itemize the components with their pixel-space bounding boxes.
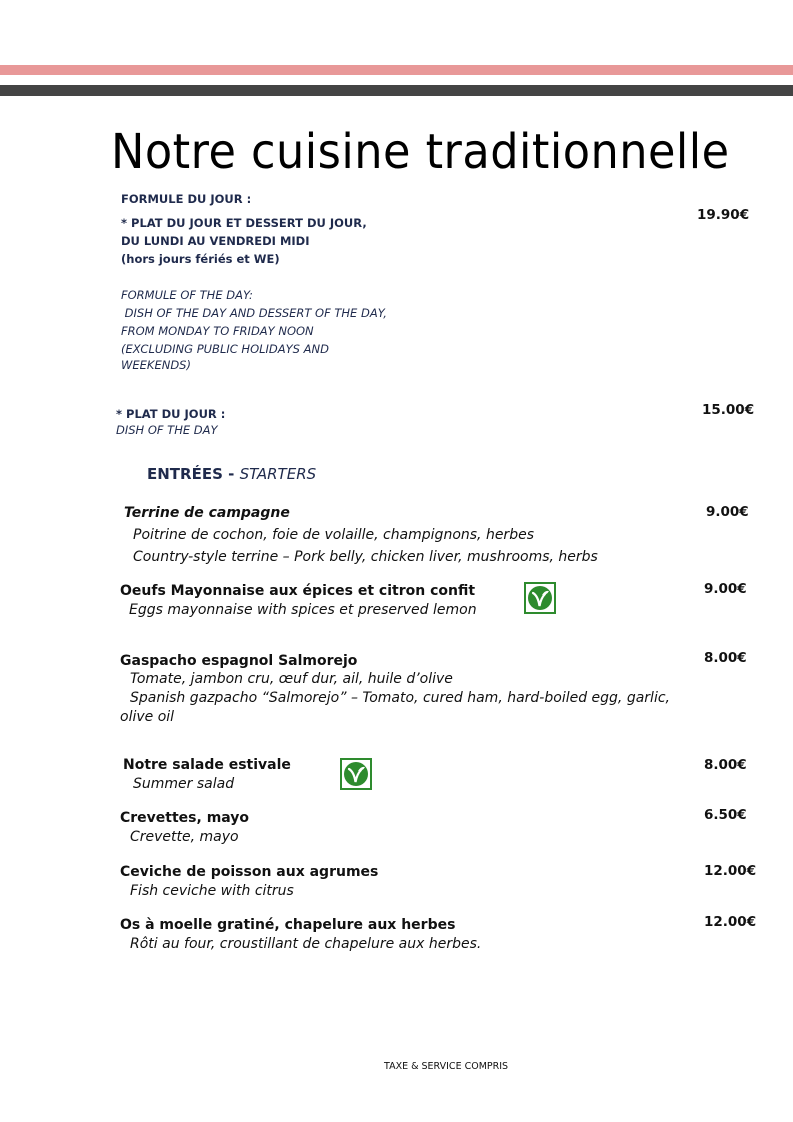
vegetarian-icon <box>340 758 372 790</box>
formule-en-line-4: (EXCLUDING PUBLIC HOLIDAYS AND <box>121 342 329 356</box>
dish-name: Gaspacho espagnol Salmorejo <box>120 653 358 669</box>
dish-desc: Rôti au four, croustillant de chapelure aux herbes. <box>130 936 482 952</box>
dish-desc: Poitrine de cochon, foie de volaille, champignons, herbes <box>133 527 534 543</box>
dish-name: Crevettes, mayo <box>120 810 250 826</box>
dish-price: 8.00€ <box>704 650 747 666</box>
dish-price: 8.00€ <box>704 757 747 773</box>
formule-en-line-3: FROM MONDAY TO FRIDAY NOON <box>121 324 314 338</box>
dish-price: 12.00€ <box>704 863 757 879</box>
dish-name: Notre salade estivale <box>123 757 291 773</box>
formule-fr-line-1: * PLAT DU JOUR ET DESSERT DU JOUR, <box>121 216 367 230</box>
dish-name: Terrine de campagne <box>124 505 290 521</box>
dish-desc: Eggs mayonnaise with spices et preserved lemon <box>129 602 477 618</box>
formule-price: 19.90€ <box>697 207 750 223</box>
formule-fr-line-2: DU LUNDI AU VENDREDI MIDI <box>121 234 310 248</box>
dish-desc: Crevette, mayo <box>130 829 239 845</box>
section-heading-starters <box>147 465 316 483</box>
dish-name: Os à moelle gratiné, chapelure aux herbes <box>120 917 456 933</box>
section-label-fr: ENTRÉES - <box>147 465 240 483</box>
dish-price: 9.00€ <box>704 581 747 597</box>
dish-name: Oeufs Mayonnaise aux épices et citron confit <box>120 583 476 599</box>
formule-en-line-1: FORMULE OF THE DAY: <box>121 288 253 302</box>
formule-en-line-5: WEEKENDS) <box>121 358 191 372</box>
formule-label: FORMULE DU JOUR : <box>121 192 252 206</box>
page-title: Notre cuisine traditionnelle <box>111 124 730 180</box>
dish-of-the-day-label: DISH OF THE DAY <box>116 423 218 437</box>
dish-desc: Spanish gazpacho “Salmorejo” – Tomato, cured ham, hard-boiled egg, garlic, <box>130 690 670 706</box>
dish-price: 6.50€ <box>704 807 747 823</box>
dish-name: Ceviche de poisson aux agrumes <box>120 864 379 880</box>
dish-desc: Summer salad <box>133 776 235 792</box>
dish-desc: Country-style terrine – Pork belly, chicken liver, mushrooms, herbs <box>133 549 598 565</box>
footer-note: TAXE & SERVICE COMPRIS <box>384 1061 509 1072</box>
section-label-en: STARTERS <box>239 465 317 483</box>
dish-desc: olive oil <box>120 709 175 725</box>
vegetarian-icon <box>524 582 556 614</box>
dish-desc: Tomate, jambon cru, œuf dur, ail, huile d’olive <box>130 671 453 687</box>
plat-du-jour-label: * PLAT DU JOUR : <box>116 407 226 421</box>
formule-fr-line-3: (hors jours fériés et WE) <box>121 252 280 266</box>
dish-desc: Fish ceviche with citrus <box>130 883 294 899</box>
plat-du-jour-price: 15.00€ <box>702 402 755 418</box>
dish-price: 12.00€ <box>704 914 757 930</box>
dish-price: 9.00€ <box>706 504 749 520</box>
top-stripe-pink <box>0 65 793 75</box>
formule-en-line-2: DISH OF THE DAY AND DESSERT OF THE DAY, <box>121 306 387 320</box>
top-stripe-dark <box>0 85 793 96</box>
